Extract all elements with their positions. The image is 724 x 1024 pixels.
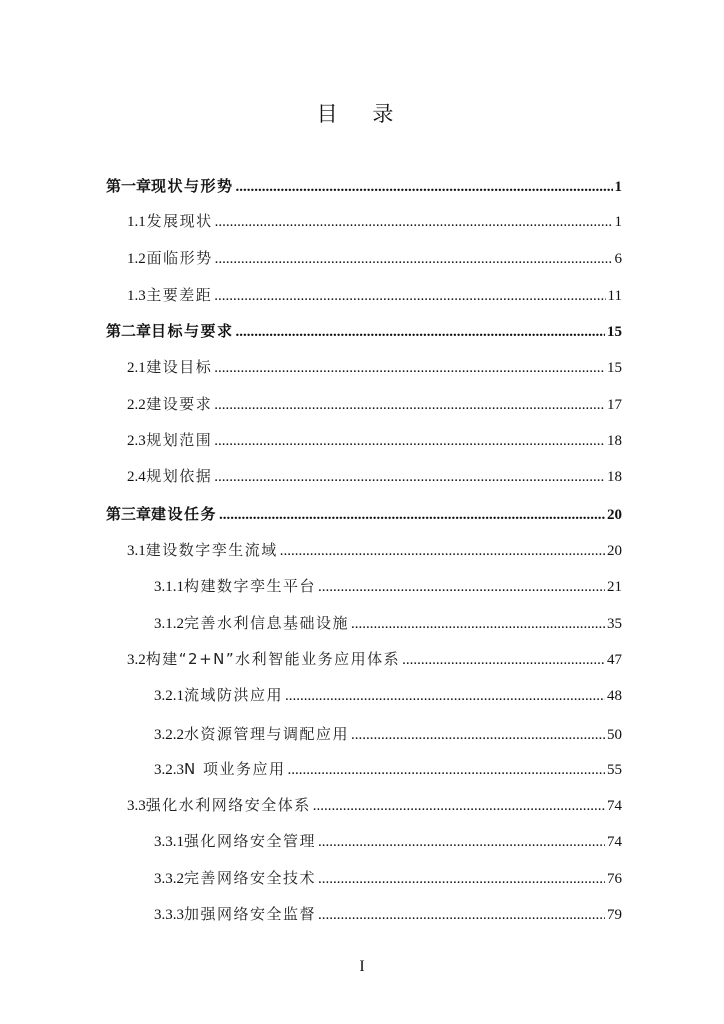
dot-leader	[288, 758, 606, 782]
toc-page-number: 79	[607, 907, 622, 923]
dot-leader	[214, 356, 605, 380]
toc-entry[interactable]	[154, 829, 622, 853]
toc-label: 加强网络安全监督	[184, 905, 317, 923]
toc-number: 3.3	[127, 798, 146, 814]
toc-entry[interactable]	[154, 757, 622, 781]
toc-label: 现状与形势	[151, 177, 234, 195]
toc-label: 流域防洪应用	[184, 686, 284, 704]
toc-page-number: 20	[607, 543, 622, 559]
toc-page-number: 15	[607, 324, 622, 340]
toc-label: 建设任务	[151, 505, 218, 523]
toc-label: 构建“2+N”水利智能业务应用体系	[145, 650, 401, 668]
toc-entry[interactable]	[127, 428, 622, 452]
toc-number: 3.2	[127, 652, 146, 668]
toc-page-number: 20	[607, 507, 622, 523]
toc-page-number: 11	[607, 288, 622, 304]
toc-entry[interactable]	[106, 502, 622, 526]
dot-leader	[318, 903, 605, 927]
toc-label: 建设要求	[146, 395, 213, 413]
toc-label: 强化水利网络安全体系	[145, 796, 311, 814]
dot-leader	[318, 575, 605, 599]
dot-leader	[318, 867, 605, 891]
toc-number: 2.3	[127, 433, 146, 449]
toc-entry[interactable]	[106, 319, 622, 343]
dot-leader	[280, 539, 605, 563]
toc-label: 面临形势	[146, 249, 213, 267]
dot-leader	[402, 648, 605, 672]
toc-entry[interactable]	[154, 611, 622, 635]
dot-leader	[351, 723, 605, 747]
toc-page-number: 6	[614, 251, 622, 267]
toc-number: 3.3.2	[154, 871, 184, 887]
toc-number: 第三章	[106, 505, 152, 523]
dot-leader	[285, 684, 605, 708]
toc-label: 水资源管理与调配应用	[184, 725, 350, 743]
toc-page-number: 18	[607, 433, 622, 449]
toc-entry[interactable]	[154, 902, 622, 926]
toc-number: 3.2.2	[154, 727, 184, 743]
dot-leader	[215, 247, 613, 271]
toc-page-number: 1	[614, 179, 622, 195]
toc-label: 完善网络安全技术	[184, 869, 317, 887]
toc-label: 建设目标	[146, 358, 213, 376]
toc-page-number: 1	[614, 214, 622, 230]
toc-number: 2.1	[127, 360, 146, 376]
toc-number: 3.3.1	[154, 834, 184, 850]
toc-number: 3.1.1	[154, 579, 184, 595]
toc-entry[interactable]	[154, 866, 622, 890]
dot-leader	[236, 320, 605, 344]
toc-label: 规划依据	[146, 467, 213, 485]
toc-entry[interactable]	[154, 683, 622, 707]
toc-page-number: 47	[607, 652, 622, 668]
toc-entry[interactable]	[127, 647, 622, 671]
toc-number: 3.2.1	[154, 688, 184, 704]
toc-label: 完善水利信息基础设施	[184, 614, 350, 632]
toc-page-number: 21	[607, 579, 622, 595]
dot-leader	[313, 794, 605, 818]
dot-leader	[215, 210, 613, 234]
toc-entry[interactable]	[127, 246, 622, 270]
toc-page-number: 18	[607, 469, 622, 485]
toc-label: 目标与要求	[151, 322, 234, 340]
toc-page-number: 50	[607, 727, 622, 743]
toc-number: 第二章	[106, 322, 152, 340]
dot-leader	[214, 465, 605, 489]
toc-number: 3.3.3	[154, 907, 184, 923]
dot-leader	[214, 284, 605, 308]
dot-leader	[236, 175, 613, 199]
dot-leader	[214, 393, 605, 417]
toc-entry[interactable]	[127, 392, 622, 416]
toc-number: 2.2	[127, 397, 146, 413]
toc-label: 建设数字孪生流域	[145, 541, 278, 559]
toc-number: 3.2.3	[154, 762, 184, 778]
page-footer-number: I	[359, 958, 365, 975]
toc-entry[interactable]	[127, 209, 622, 233]
toc-label: N 项业务应用	[184, 760, 286, 778]
toc-label: 主要差距	[146, 286, 213, 304]
toc-page-number: 35	[607, 616, 622, 632]
dot-leader	[214, 429, 605, 453]
toc-entry[interactable]	[127, 793, 622, 817]
toc-number: 1.2	[127, 251, 146, 267]
toc-page-number: 55	[607, 762, 622, 778]
dot-leader	[219, 503, 605, 527]
toc-label: 发展现状	[146, 212, 213, 230]
toc-number: 1.1	[127, 214, 146, 230]
toc-number: 1.3	[127, 288, 146, 304]
toc-page-number: 74	[607, 834, 622, 850]
toc-entry[interactable]	[127, 538, 622, 562]
toc-entry[interactable]	[154, 574, 622, 598]
toc-number: 第一章	[106, 177, 152, 195]
toc-page-number: 48	[607, 688, 622, 704]
toc-entry[interactable]	[127, 464, 622, 488]
page-title: 目 录	[316, 102, 408, 126]
toc-entry[interactable]	[106, 174, 622, 198]
toc-entry[interactable]	[127, 355, 622, 379]
toc-number: 3.1.2	[154, 616, 184, 632]
toc-page-number: 74	[607, 798, 622, 814]
toc-number: 2.4	[127, 469, 146, 485]
dot-leader	[351, 612, 605, 636]
toc-number: 3.1	[127, 543, 146, 559]
dot-leader	[318, 830, 605, 854]
toc-entry[interactable]	[154, 722, 622, 746]
toc-label: 构建数字孪生平台	[184, 577, 317, 595]
toc-page-number: 15	[607, 360, 622, 376]
toc-page-number: 76	[607, 871, 622, 887]
toc-label: 规划范围	[146, 431, 213, 449]
toc-page-number: 17	[607, 397, 622, 413]
toc-entry[interactable]	[127, 283, 622, 307]
toc-label: 强化网络安全管理	[184, 832, 317, 850]
